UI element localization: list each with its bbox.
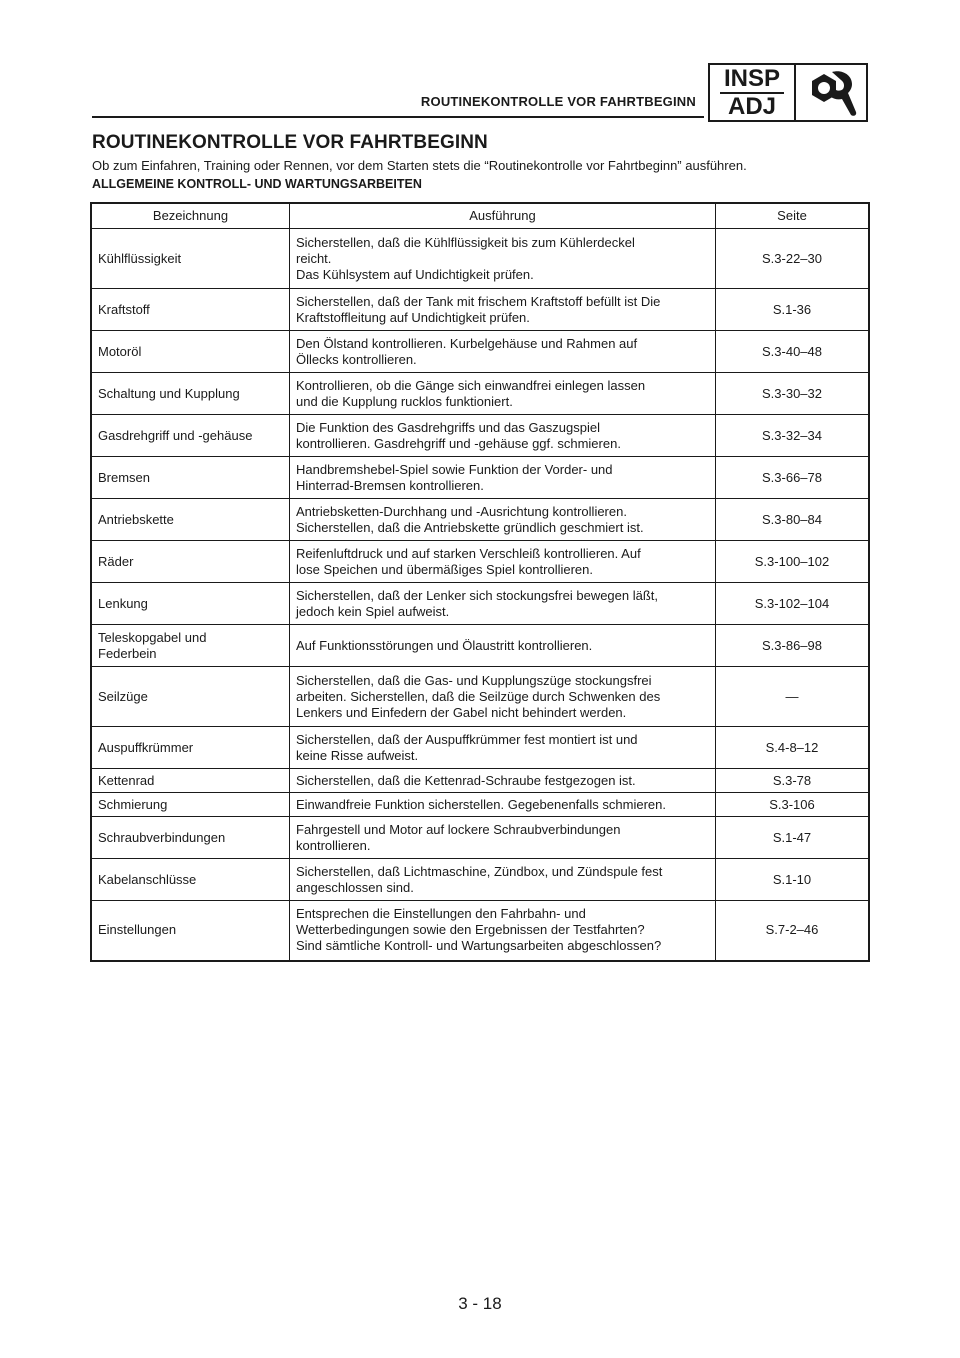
table-row	[91, 541, 869, 583]
cell-name: Kühlflüssigkeit	[91, 229, 290, 289]
cell-action: Entsprechen die Einstellungen den Fahrbahn- und Wetterbedingungen sowie den Ergebnissen der Testfahrten? Sind sämtliche Kontroll- und Wartungsarbeiten abgeschlossen?	[290, 901, 716, 961]
cell-name: Motoröl	[91, 331, 290, 373]
cell-page: S.1-47	[716, 817, 870, 859]
header-rule	[92, 116, 704, 118]
cell-page: S.1-36	[716, 289, 870, 331]
cell-name: Schraubverbindungen	[91, 817, 290, 859]
cell-name: Seilzüge	[91, 667, 290, 727]
cell-action: Sicherstellen, daß der Auspuffkrümmer fest montiert ist und keine Risse aufweist.	[290, 727, 716, 769]
cell-page: S.3-78	[716, 769, 870, 793]
column-header-page: Seite	[716, 203, 870, 229]
table-row	[91, 499, 869, 541]
table-body	[91, 229, 869, 961]
page-title: ROUTINEKONTROLLE VOR FAHRTBEGINN	[92, 132, 488, 153]
table-row	[91, 373, 869, 415]
section-subtitle: ALLGEMEINE KONTROLL- UND WARTUNGSARBEITEN	[92, 177, 422, 191]
table-row	[91, 727, 869, 769]
table-row	[91, 817, 869, 859]
cell-name: Kettenrad	[91, 769, 290, 793]
table-row	[91, 457, 869, 499]
table-row	[91, 331, 869, 373]
inspection-table	[90, 202, 870, 962]
cell-name: Kabelanschlüsse	[91, 859, 290, 901]
cell-name: Gasdrehgriff und -gehäuse	[91, 415, 290, 457]
cell-action: Die Funktion des Gasdrehgriffs und das Gaszugspiel kontrollieren. Gasdrehgriff und -gehäuse ggf. schmieren.	[290, 415, 716, 457]
cell-name: Schaltung und Kupplung	[91, 373, 290, 415]
column-header-name: Bezeichnung	[91, 203, 290, 229]
cell-action: Handbremshebel-Spiel sowie Funktion der Vorder- und Hinterrad-Bremsen kontrollieren.	[290, 457, 716, 499]
cell-action: Den Ölstand kontrollieren. Kurbelgehäuse und Rahmen auf Öllecks kontrollieren.	[290, 331, 716, 373]
table-header-row	[91, 203, 869, 229]
cell-name: Auspuffkrümmer	[91, 727, 290, 769]
cell-page: S.3-80–84	[716, 499, 870, 541]
cell-action: Sicherstellen, daß der Lenker sich stockungsfrei bewegen läßt, jedoch kein Spiel aufweist.	[290, 583, 716, 625]
cell-page: S.3-106	[716, 793, 870, 817]
insp-adj-badge	[708, 63, 868, 122]
cell-page: S.4-8–12	[716, 727, 870, 769]
wrench-nut-icon	[796, 65, 866, 120]
cell-name: Teleskopgabel und Federbein	[91, 625, 290, 667]
page-number: 3 - 18	[458, 1294, 502, 1313]
table-row	[91, 793, 869, 817]
intro-text: Ob zum Einfahren, Training oder Rennen, vor dem Starten stets die “Routinekontrolle vor Fahrtbeginn” ausführen.	[92, 158, 747, 173]
table-row	[91, 289, 869, 331]
cell-action: Sicherstellen, daß der Tank mit frischem Kraftstoff befüllt ist Die Kraftstoffleitung auf Undichtigkeit prüfen.	[290, 289, 716, 331]
badge-label	[710, 65, 796, 120]
cell-name: Bremsen	[91, 457, 290, 499]
cell-action: Sicherstellen, daß Lichtmaschine, Zündbox, und Zündspule fest angeschlossen sind.	[290, 859, 716, 901]
cell-page: S.1-10	[716, 859, 870, 901]
cell-name: Schmierung	[91, 793, 290, 817]
cell-page: S.3-22–30	[716, 229, 870, 289]
cell-action: Auf Funktionsstörungen und Ölaustritt kontrollieren.	[290, 625, 716, 667]
table-row	[91, 769, 869, 793]
cell-page: S.3-100–102	[716, 541, 870, 583]
badge-line-insp: INSP	[720, 67, 784, 94]
table-row	[91, 583, 869, 625]
table-row	[91, 859, 869, 901]
table-row	[91, 625, 869, 667]
cell-page: S.7-2–46	[716, 901, 870, 961]
table-row	[91, 901, 869, 961]
table-row	[91, 229, 869, 289]
cell-action: Antriebsketten-Durchhang und -Ausrichtung kontrollieren. Sicherstellen, daß die Antriebskette gründlich geschmiert ist.	[290, 499, 716, 541]
cell-action: Kontrollieren, ob die Gänge sich einwandfrei einlegen lassen und die Kupplung rucklos funktioniert.	[290, 373, 716, 415]
cell-page: S.3-32–34	[716, 415, 870, 457]
cell-page: S.3-86–98	[716, 625, 870, 667]
table-row	[91, 667, 869, 727]
cell-page: —	[716, 667, 870, 727]
cell-action: Fahrgestell und Motor auf lockere Schraubverbindungen kontrollieren.	[290, 817, 716, 859]
cell-name: Lenkung	[91, 583, 290, 625]
cell-page: S.3-40–48	[716, 331, 870, 373]
cell-action: Einwandfreie Funktion sicherstellen. Gegebenenfalls schmieren.	[290, 793, 716, 817]
badge-line-adj: ADJ	[727, 92, 776, 120]
cell-name: Einstellungen	[91, 901, 290, 961]
cell-page: S.3-66–78	[716, 457, 870, 499]
cell-name: Kraftstoff	[91, 289, 290, 331]
cell-action: Sicherstellen, daß die Kühlflüssigkeit bis zum Kühlerdeckel reicht. Das Kühlsystem auf Undichtigkeit prüfen.	[290, 229, 716, 289]
column-header-action: Ausführung	[290, 203, 716, 229]
cell-page: S.3-30–32	[716, 373, 870, 415]
cell-action: Sicherstellen, daß die Kettenrad-Schraube festgezogen ist.	[290, 769, 716, 793]
cell-name: Antriebskette	[91, 499, 290, 541]
cell-name: Räder	[91, 541, 290, 583]
table-row	[91, 415, 869, 457]
running-header-title: ROUTINEKONTROLLE VOR FAHRTBEGINN	[420, 94, 696, 109]
cell-action: Sicherstellen, daß die Gas- und Kupplungszüge stockungsfrei arbeiten. Sicherstellen, daß die Seilzüge durch Schwenken des Lenkers und Einfedern der Gabel nicht behindert werden.	[290, 667, 716, 727]
cell-action: Reifenluftdruck und auf starken Verschleiß kontrollieren. Auf lose Speichen und übermäßiges Spiel kontrollieren.	[290, 541, 716, 583]
cell-page: S.3-102–104	[716, 583, 870, 625]
